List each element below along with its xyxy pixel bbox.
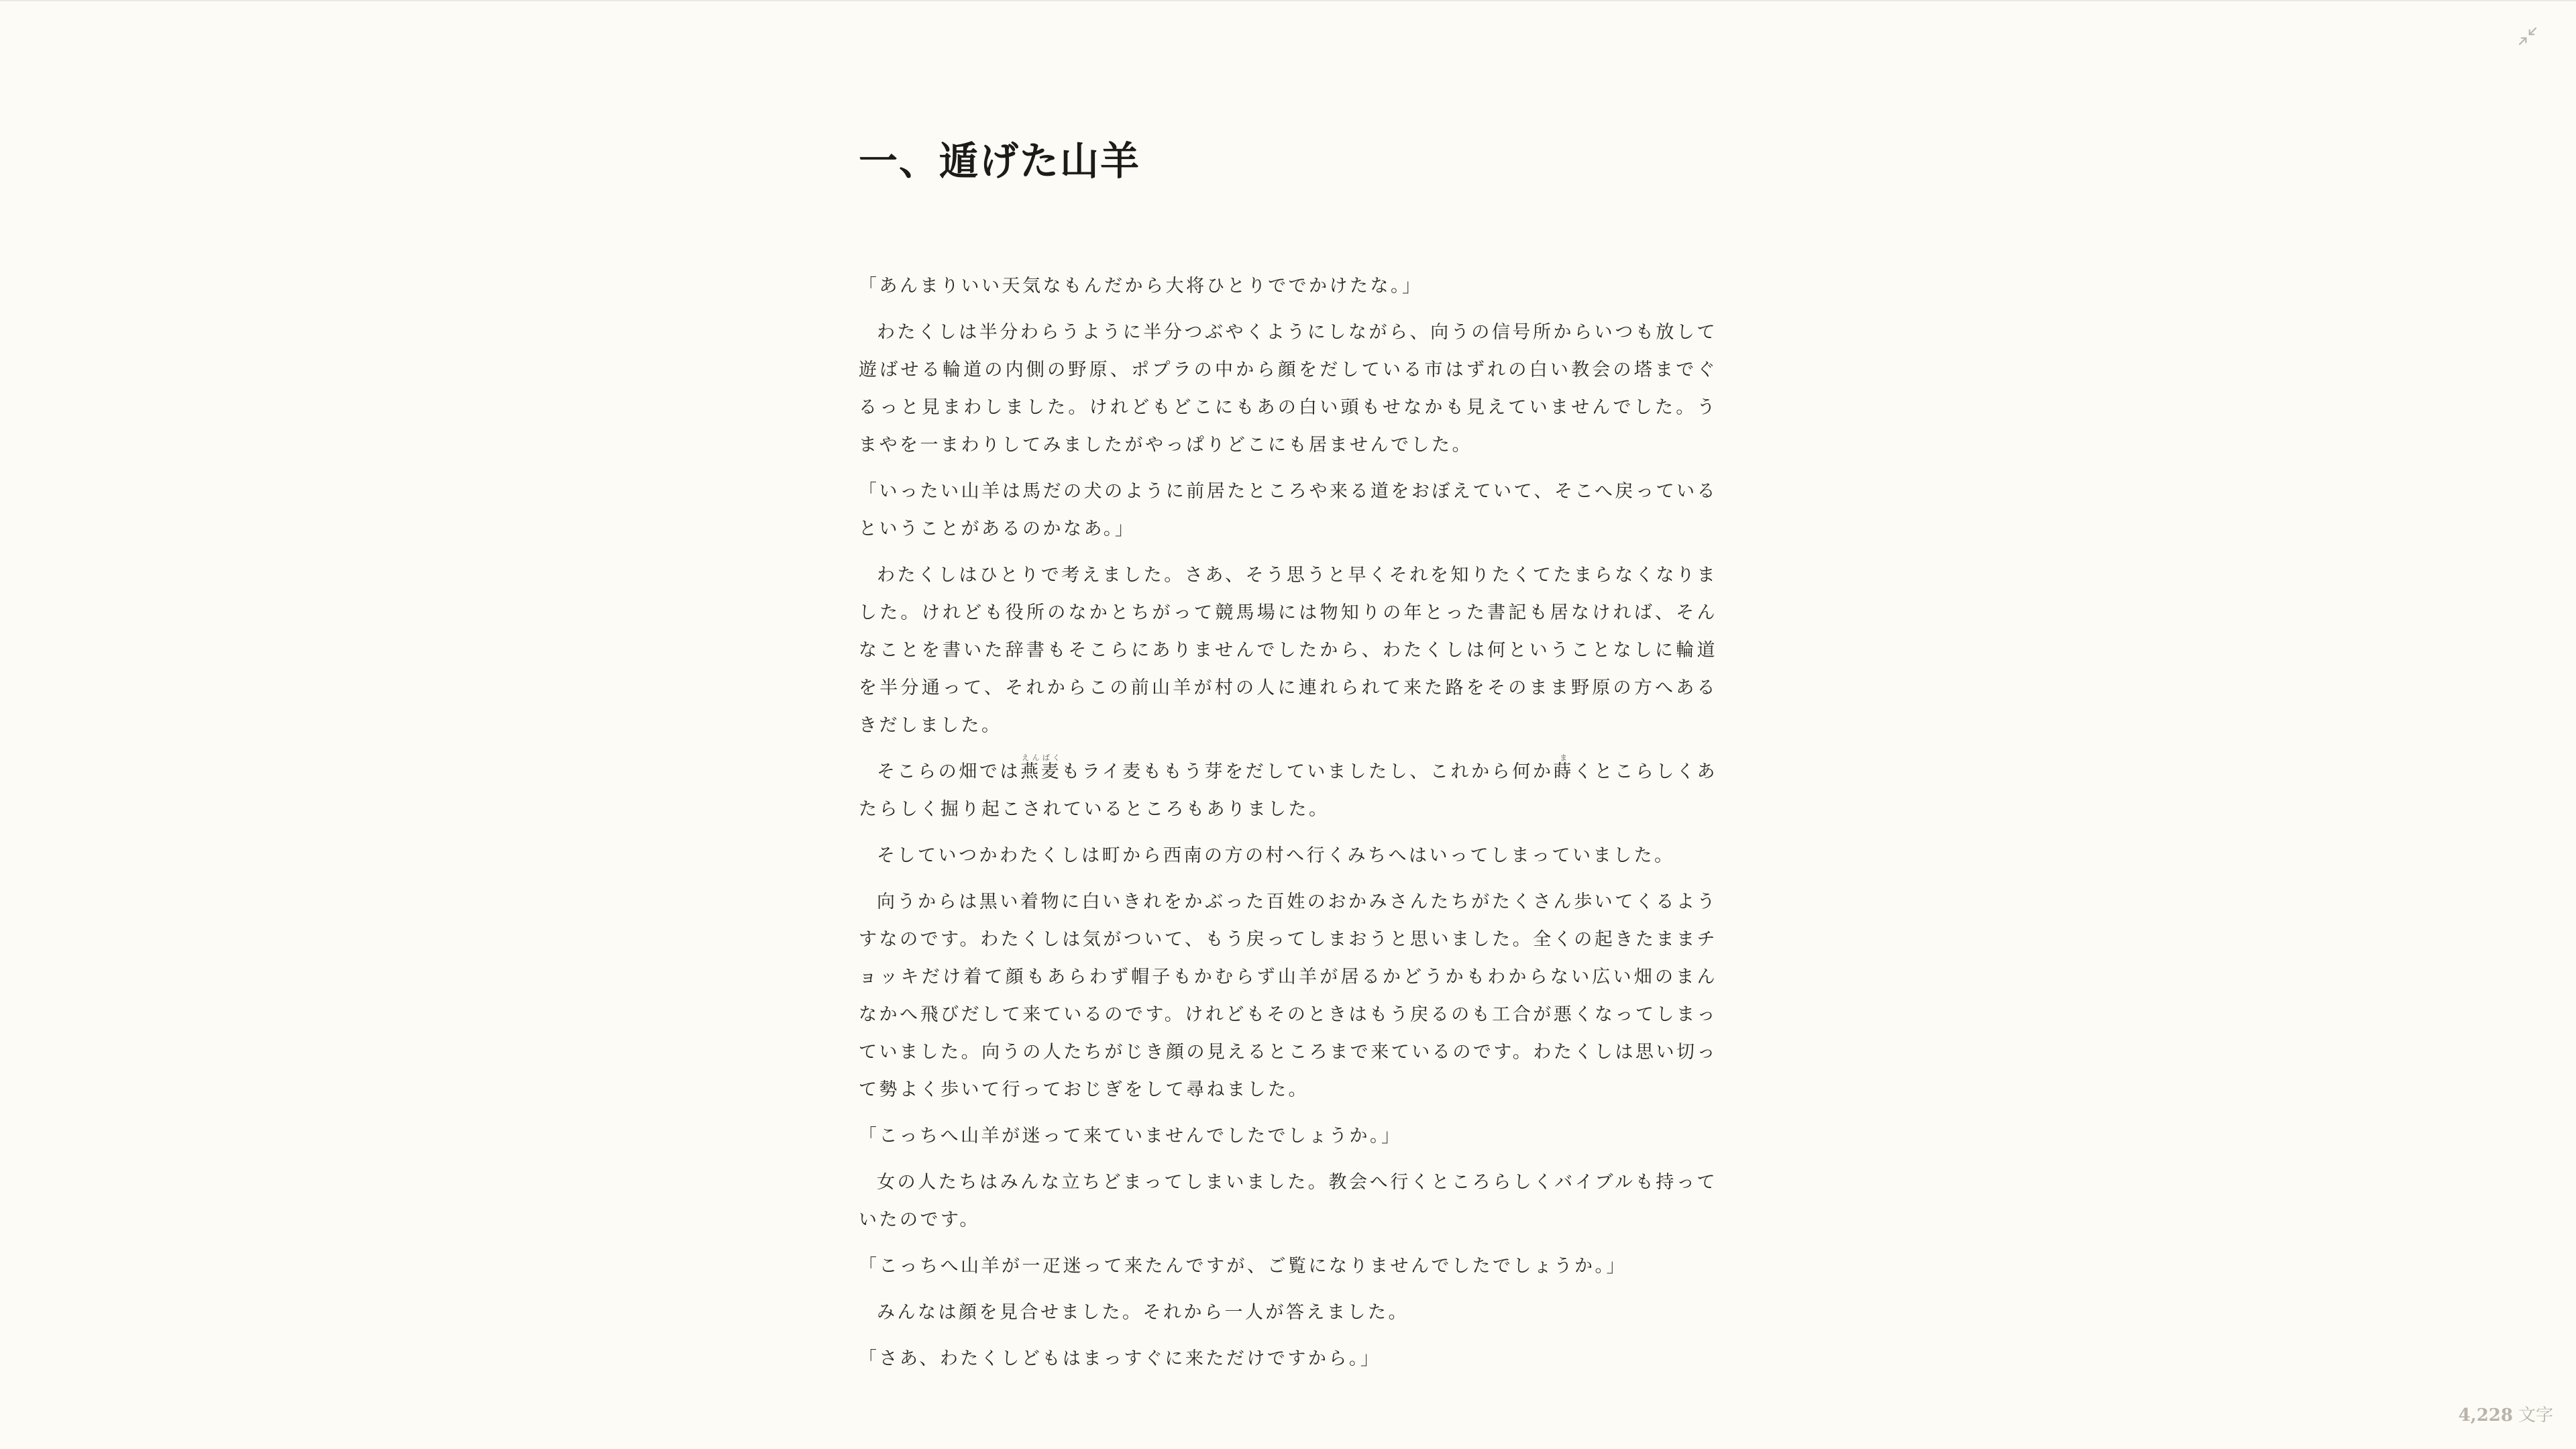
word-count-number: 4,228 <box>2458 1405 2513 1426</box>
ruby-reading-enbaku: えんばく <box>1020 753 1062 763</box>
ruby-reading-maku: ま <box>1553 753 1574 763</box>
paragraph-10[interactable]: 「こっちへ山羊が一疋迷って来たんですが、ご覧になりませんでしたでしょうか。」 <box>859 1256 1627 1277</box>
paragraph-3[interactable]: 「いったい山羊は馬だの犬のように前居たところや来る道をおぼえていて、そこへ戻っているということがあるのかなあ。」 <box>859 481 1717 540</box>
ruby-enbaku: 燕麦えんばく <box>1020 753 1062 783</box>
collapse-arrows-icon <box>2517 25 2538 47</box>
paragraph-5-text-a: そこらの畑では <box>877 761 1021 783</box>
paragraph-9[interactable]: 女の人たちはみんな立ちどまってしまいました。教会へ行くところらしくバイブルも持っていたのです。 <box>859 1172 1717 1231</box>
paragraph-1[interactable]: 「あんまりいい天気なもんだから大将ひとりででかけたな。」 <box>859 276 1423 297</box>
chapter-title[interactable]: 一、遁げた山羊 <box>859 138 1141 184</box>
paragraph-5-text-c: くとこらしくあたらしく掘り起こされているところもありました。 <box>859 761 1718 820</box>
paragraph-7[interactable]: 向うからは黒い着物に白いきれをかぶった百姓のおかみさんたちがたくさん歩いてくるようすなのです。わたくしは気がついて、もう戻ってしまおうと思いました。全くの起きたままチョッキだけ着て顔もあらわず帽子もかむらず山羊が居るかどうかもわからない広い畑のまんなかへ飛びだして来ているのです。けれどもそのときはもう戻るのも工合が悪くなってしまっていました。向うの人たちがじき顔の見えるところまで来ているのです。わたくしは思い切って勢よく歩いて行っておじぎをして尋ねました。 <box>859 892 1717 1101</box>
paragraph-5-text-b: もライ麦ももう芽をだしていましたし、これから何か <box>1061 761 1554 783</box>
word-count-indicator <box>2459 1401 2553 1426</box>
paragraph-8[interactable]: 「こっちへ山羊が迷って来ていませんでしたでしょうか。」 <box>859 1126 1402 1147</box>
paragraph-12[interactable]: 「さあ、わたくしどもはまっすぐに来ただけですから。」 <box>859 1348 1381 1370</box>
word-count-unit: 文字 <box>2518 1405 2553 1426</box>
ruby-maku: 蒔ま <box>1553 753 1574 783</box>
top-border <box>0 0 2576 1</box>
exit-fullscreen-button[interactable] <box>2514 23 2541 50</box>
paragraph-6[interactable]: そしていつかわたくしは町から西南の方の村へ行くみちへはいってしまっていました。 <box>877 845 1675 867</box>
paragraph-4[interactable]: わたくしはひとりで考えました。さあ、そう思うと早くそれを知りたくてたまらなくなりました。けれども役所のなかとちがって競馬場には物知りの年とった書記も居なければ、そんなことを書いた辞書もそこらにありませんでしたから、わたくしは何ということなしに輪道を半分通って、それからこの前山羊が村の人に連れられて来た路をそのまま野原の方へあるきだしました。 <box>859 565 1717 737</box>
paragraph-5[interactable] <box>859 753 1717 828</box>
editor-page[interactable] <box>859 134 1717 1387</box>
paragraph-11[interactable]: みんなは顔を見合せました。それから一人が答えました。 <box>877 1302 1409 1324</box>
paragraph-2[interactable]: わたくしは半分わらうように半分つぶやくようにしながら、向うの信号所からいつも放して遊ばせる輪道の内側の野原、ポプラの中から顔をだしている市はずれの白い教会の塔までぐるっと見まわしました。けれどもどこにもあの白い頭もせなかも見えていませんでした。うまやを一まわりしてみましたがやっぱりどこにも居ませんでした。 <box>859 322 1717 456</box>
